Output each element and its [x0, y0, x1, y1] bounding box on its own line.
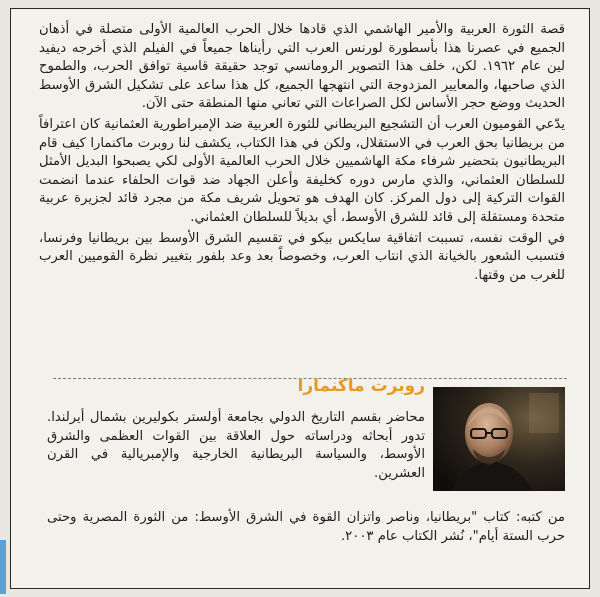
- article-paragraph-1: قصة الثورة العربية والأمير الهاشمي الذي قادها خلال الحرب العالمية الأولى متصلة في أذهان الجميع في عصرنا هذا بأسطورة لورنس العرب التي رأيناها جميعاً في الفيلم الذي أخرجه ديفيد لين عام ١٩٦٢. لكن، خلف هذا التصوير الرومانسي توجد حقيقة قاسية توافق الحرب، والطموح الذي صاحبها، والمعايير المزدوجة التي انتهجها الجميع، كل هذا ساعد على تشكيل الشرق الأوسط الحديث ووضع حجر الأساس لكل الصراعات التي تعاني منها المنطقة حتى الآن.: [39, 22, 565, 112]
- book-page: [10, 8, 590, 589]
- article-paragraph-3: في الوقت نفسه، تسببت اتفاقية سايكس بيكو في تقسيم الشرق الأوسط بين بريطانيا وفرنسا، فتسبب الشعور بالخيانة الذي انتاب العرب، وخصوصاً بعد وعد بلفور بتغيير نظرة القوميين العرب للغرب من وقتها.: [39, 230, 565, 283]
- author-name: روبرت ماكنمارا: [297, 376, 425, 396]
- author-photo: [433, 387, 565, 491]
- author-portrait-image: [433, 387, 565, 491]
- article-paragraph-2: يدّعي القوميون العرب أن التشجيع البريطاني للثورة العربية ضد الإمبراطورية العثمانية كان اعترافاً من بريطانيا بحق العرب في الاستقلال، ولكن في هذا الكتاب، يكشف لنا روبرت ماكنمارا كيف قام البريطانيون بتحضير شرفاء مكة الهاشميين خلال الحرب العالمية الأولى لكي يصبحوا البديل الأمثل للسلطان العثماني، والذي مارس دوره كخليفة وأعلن الجهاد ضد قوات الحلفاء عندما انضمت القوات التركية إلى دول المركز. كان الهدف هو تحويل شريف مكة من مجرد قائد لجزيرة عربية متحدة ومستقلة إلى قائد للشرق الأوسط، أي بديلاً للسلطان العثماني.: [39, 116, 565, 225]
- author-bio: محاضر بقسم التاريخ الدولي بجامعة أولستر بكوليرين بشمال أيرلندا. تدور أبحاثه ودراساته حول العلاقة بين القوات العظمى والشرق الأوسط، والسياسة البريطانية الخارجية والإمبريالية في القرن العشرين.: [47, 410, 425, 481]
- author-books: من كتبه: كتاب "بريطانيا، وناصر واتزان القوة في الشرق الأوسط: من الثورة المصرية وحتى حرب الستة أيام"، نُشر الكتاب عام ٢٠٠٣.: [47, 510, 565, 544]
- article-body: [39, 21, 565, 287]
- page-edge-marker: [0, 540, 6, 594]
